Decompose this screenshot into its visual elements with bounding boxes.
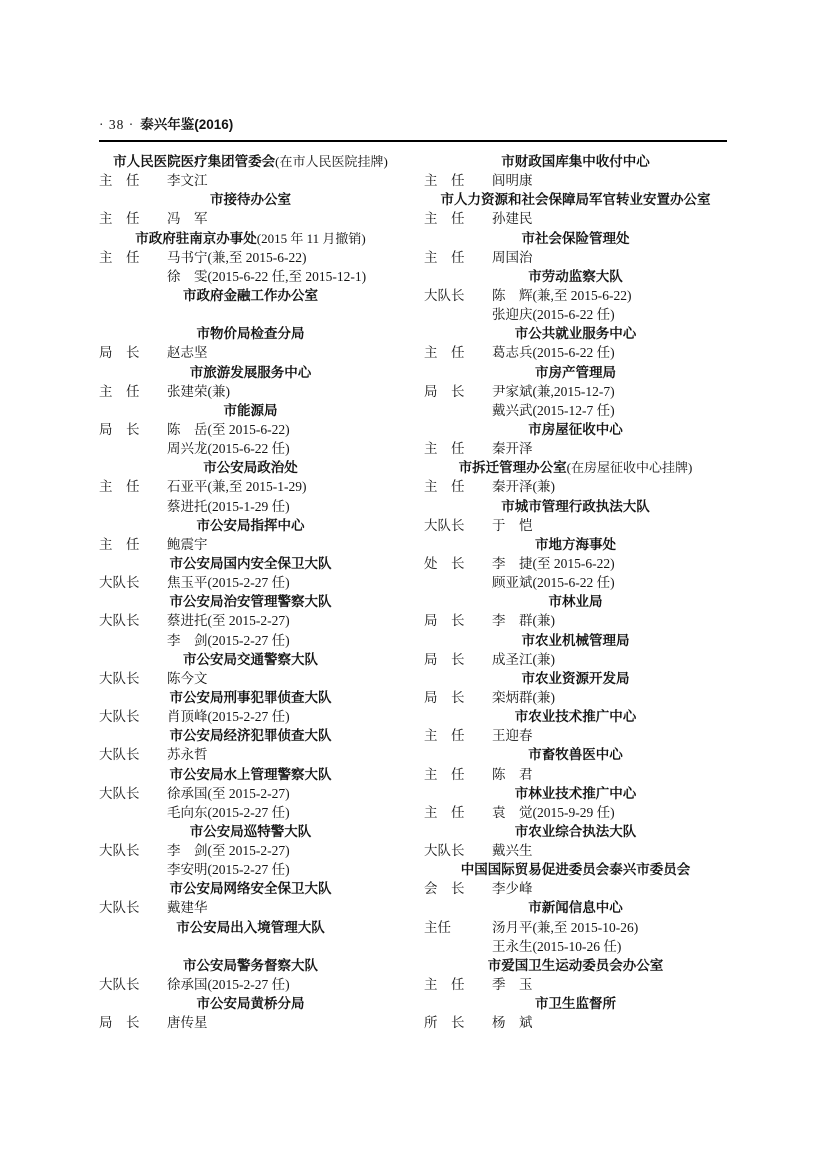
org-name: 市城市管理行政执法大队	[501, 498, 650, 514]
org-note: (2015 年 11 月撤销)	[256, 230, 366, 246]
entry-line	[424, 439, 727, 458]
person-name: 陈 岳(至 2015-6-22)	[167, 421, 290, 437]
position-label: 主 任	[424, 441, 465, 457]
position-label: 主 任	[99, 173, 140, 189]
position-label: 大队长	[99, 785, 140, 801]
org-heading	[424, 784, 727, 803]
person-name: 张迎庆(2015-6-22 任)	[492, 307, 615, 323]
position-label: 局 长	[424, 651, 465, 667]
org-name: 市劳动监察大队	[528, 268, 623, 284]
org-name: 市政府驻南京办事处	[135, 230, 257, 246]
org-heading	[99, 229, 402, 248]
org-heading	[99, 516, 402, 535]
person-name: 焦玉平(2015-2-27 任)	[167, 575, 290, 591]
org-name: 市公安局经济犯罪侦查大队	[169, 728, 332, 744]
position-label: 主 任	[424, 173, 465, 189]
entry-line	[99, 1013, 402, 1032]
person-name: 唐传星	[167, 1015, 208, 1031]
org-name: 市林业局	[548, 594, 603, 610]
person-name: 李文江	[167, 173, 208, 189]
org-heading	[424, 458, 727, 477]
continuation-line	[424, 305, 727, 324]
position-label: 局 长	[99, 345, 140, 361]
entry-line	[99, 669, 402, 688]
org-name: 市物价局检查分局	[196, 326, 305, 342]
continuation-line	[99, 631, 402, 650]
entry-line	[99, 707, 402, 726]
position-label: 局 长	[424, 689, 465, 705]
org-name: 市公安局刑事犯罪侦查大队	[169, 689, 332, 705]
person-name: 李安明(2015-2-27 任)	[167, 862, 290, 878]
org-heading	[424, 822, 727, 841]
entry-line	[424, 171, 727, 190]
org-name: 市公安局网络安全保卫大队	[169, 881, 332, 897]
header-rule	[99, 140, 727, 142]
entry-line	[424, 611, 727, 630]
org-name: 市公安局国内安全保卫大队	[169, 555, 332, 571]
org-heading	[99, 152, 402, 171]
org-name: 市旅游发展服务中心	[189, 364, 312, 380]
position-label: 局 长	[99, 421, 140, 437]
org-heading	[99, 286, 402, 305]
org-heading	[424, 229, 727, 248]
person-name: 陈今文	[167, 670, 208, 686]
person-name: 王永生(2015-10-26 任)	[492, 938, 622, 954]
continuation-line	[424, 937, 727, 956]
person-name: 李 剑(2015-2-27 任)	[167, 632, 290, 648]
position-label: 所 长	[424, 1015, 465, 1031]
org-name: 市人民医院医疗集团管委会	[113, 154, 276, 169]
person-name: 李 群(兼)	[492, 613, 555, 629]
org-name: 市公共就业服务中心	[514, 326, 637, 342]
person-name: 陈 君	[492, 766, 533, 782]
person-name: 季 玉	[492, 977, 533, 993]
person-name: 王迎春	[492, 728, 533, 744]
position-label: 主 任	[99, 479, 140, 495]
person-name: 徐 雯(2015-6-22 任,至 2015-12-1)	[167, 268, 367, 284]
person-name: 闾明康	[492, 173, 533, 189]
person-name: 李 剑(至 2015-2-27)	[167, 843, 290, 859]
entry-line	[99, 248, 402, 267]
person-name: 于 恺	[492, 517, 533, 533]
org-heading	[424, 363, 727, 382]
entry-line	[424, 975, 727, 994]
page-header	[99, 116, 233, 134]
person-name: 徐承国(至 2015-2-27)	[167, 785, 290, 801]
entry-line	[424, 477, 727, 496]
org-name: 市社会保险管理处	[521, 230, 630, 246]
position-label: 局 长	[424, 613, 465, 629]
org-name: 市公安局指挥中心	[196, 517, 305, 533]
page-number-marker: · 38 ·	[99, 117, 135, 132]
entry-line	[424, 688, 727, 707]
org-name: 市人力资源和社会保障局军官转业安置办公室	[440, 192, 711, 208]
org-name: 市公安局政治处	[203, 460, 298, 476]
org-heading	[424, 707, 727, 726]
org-heading	[99, 726, 402, 745]
person-name: 周国治	[492, 249, 533, 265]
org-heading	[424, 420, 727, 439]
person-name: 冯 军	[167, 211, 208, 227]
org-heading	[99, 650, 402, 669]
person-name: 葛志兵(2015-6-22 任)	[492, 345, 615, 361]
position-label: 大队长	[99, 900, 140, 916]
entry-line	[99, 343, 402, 362]
org-heading	[99, 324, 402, 343]
person-name: 尹家斌(兼,2015-12-7)	[492, 383, 615, 399]
position-label: 大队长	[424, 843, 465, 859]
position-label: 大队长	[99, 977, 140, 993]
org-name: 市爱国卫生运动委员会办公室	[487, 957, 664, 973]
org-name: 市畜牧兽医中心	[528, 747, 623, 763]
entry-line	[424, 803, 727, 822]
org-heading	[99, 918, 402, 937]
entry-line	[424, 382, 727, 401]
org-heading	[424, 669, 727, 688]
org-note: (在市人民医院挂牌)	[275, 154, 388, 169]
position-label: 处 长	[424, 555, 465, 571]
position-label: 局 长	[424, 383, 465, 399]
org-name: 市能源局	[223, 402, 278, 418]
position-label: 主 任	[424, 977, 465, 993]
continuation-line	[99, 267, 402, 286]
person-name: 戴兴武(2015-12-7 任)	[492, 402, 615, 418]
org-note: (在房屋征收中心挂牌)	[566, 460, 693, 476]
org-name: 市农业机械管理局	[521, 632, 630, 648]
person-name: 周兴龙(2015-6-22 任)	[167, 441, 290, 457]
person-name: 蔡进托(至 2015-2-27)	[167, 613, 290, 629]
org-name: 市地方海事处	[535, 536, 616, 552]
org-heading	[424, 190, 727, 209]
org-heading	[99, 401, 402, 420]
org-heading	[99, 554, 402, 573]
org-heading	[424, 994, 727, 1013]
org-heading	[424, 860, 727, 879]
org-name: 市接待办公室	[210, 192, 291, 208]
entry-line	[99, 898, 402, 917]
position-label: 大队长	[99, 709, 140, 725]
org-name: 市房产管理局	[535, 364, 616, 380]
entry-line	[99, 420, 402, 439]
position-label: 主 任	[99, 383, 140, 399]
person-name: 李少峰	[492, 881, 533, 897]
entry-line	[99, 477, 402, 496]
continuation-line	[99, 803, 402, 822]
org-heading	[99, 822, 402, 841]
org-name: 市卫生监督所	[535, 996, 616, 1012]
position-label: 主 任	[424, 766, 465, 782]
org-heading	[99, 956, 402, 975]
entry-line	[424, 248, 727, 267]
entry-line	[424, 650, 727, 669]
person-name: 顾亚斌(2015-6-22 任)	[492, 575, 615, 591]
org-heading	[99, 363, 402, 382]
org-heading	[424, 592, 727, 611]
org-name: 市农业综合执法大队	[514, 823, 637, 839]
org-heading	[99, 458, 402, 477]
org-name: 市财政国库集中收付中心	[501, 154, 650, 169]
entry-line	[99, 841, 402, 860]
person-name: 毛向东(2015-2-27 任)	[167, 804, 290, 820]
blank-line	[99, 305, 402, 324]
position-label: 大队长	[424, 287, 465, 303]
position-label: 大队长	[99, 613, 140, 629]
entry-line	[424, 554, 727, 573]
entry-line	[424, 918, 727, 937]
person-name: 戴兴生	[492, 843, 533, 859]
person-name: 戴建华	[167, 900, 208, 916]
person-name: 石亚平(兼,至 2015-1-29)	[167, 479, 307, 495]
entry-line	[99, 535, 402, 554]
person-name: 袁 觉(2015-9-29 任)	[492, 804, 615, 820]
org-heading	[99, 994, 402, 1013]
org-name: 市公安局出入境管理大队	[176, 919, 325, 935]
position-label: 主 任	[424, 804, 465, 820]
org-heading	[424, 535, 727, 554]
person-name: 栾炳群(兼)	[492, 689, 555, 705]
entry-line	[424, 286, 727, 305]
position-label: 主 任	[99, 536, 140, 552]
position-label: 大队长	[424, 517, 465, 533]
person-name: 秦开泽(兼)	[492, 479, 555, 495]
org-name: 市公安局治安管理警察大队	[169, 594, 332, 610]
person-name: 肖顶峰(2015-2-27 任)	[167, 709, 290, 725]
org-name: 市公安局交通警察大队	[183, 651, 318, 667]
continuation-line	[424, 401, 727, 420]
person-name: 徐承国(2015-2-27 任)	[167, 977, 290, 993]
position-label: 大队长	[99, 747, 140, 763]
org-heading	[99, 879, 402, 898]
entry-line	[424, 879, 727, 898]
position-label: 大队长	[99, 575, 140, 591]
position-label: 主 任	[99, 211, 140, 227]
person-name: 孙建民	[492, 211, 533, 227]
person-name: 成圣江(兼)	[492, 651, 555, 667]
entry-line	[99, 382, 402, 401]
entry-line	[424, 343, 727, 362]
org-heading	[424, 745, 727, 764]
position-label: 主任	[424, 919, 451, 935]
org-heading	[99, 190, 402, 209]
org-name: 中国国际贸易促进委员会泰兴市委员会	[460, 862, 691, 878]
entry-line	[424, 516, 727, 535]
person-name: 苏永哲	[167, 747, 208, 763]
org-name: 市公安局水上管理警察大队	[169, 766, 332, 782]
position-label: 大队长	[99, 843, 140, 859]
person-name: 杨 斌	[492, 1015, 533, 1031]
entry-line	[99, 209, 402, 228]
column-left	[99, 152, 402, 1032]
entry-line	[424, 1013, 727, 1032]
continuation-line	[99, 439, 402, 458]
org-name: 市公安局巡特警大队	[189, 823, 312, 839]
org-heading	[424, 267, 727, 286]
entry-line	[99, 611, 402, 630]
column-right	[424, 152, 727, 1032]
person-name: 汤月平(兼,至 2015-10-26)	[492, 919, 639, 935]
position-label: 主 任	[99, 249, 140, 265]
position-label: 大队长	[99, 670, 140, 686]
org-heading	[99, 765, 402, 784]
position-label: 主 任	[424, 728, 465, 744]
org-heading	[424, 152, 727, 171]
person-name: 鲍震宇	[167, 536, 208, 552]
org-name: 市房屋征收中心	[528, 421, 623, 437]
org-name: 市林业技术推广中心	[514, 785, 637, 801]
entry-line	[99, 745, 402, 764]
entry-line	[424, 726, 727, 745]
person-name: 蔡进托(2015-1-29 任)	[167, 498, 290, 514]
entry-line	[99, 573, 402, 592]
org-name: 市拆迁管理办公室	[458, 460, 567, 476]
entry-line	[424, 209, 727, 228]
org-heading	[424, 956, 727, 975]
org-heading	[99, 592, 402, 611]
continuation-line	[99, 860, 402, 879]
book-title: 泰兴年鉴(2016)	[140, 117, 234, 132]
org-heading	[424, 324, 727, 343]
entry-line	[99, 784, 402, 803]
org-heading	[99, 688, 402, 707]
org-name: 市农业技术推广中心	[514, 709, 637, 725]
blank-line	[99, 937, 402, 956]
org-name: 市公安局警务督察大队	[183, 957, 318, 973]
entry-line	[99, 171, 402, 190]
org-name: 市新闻信息中心	[528, 900, 623, 916]
org-name: 市政府金融工作办公室	[183, 287, 318, 303]
org-heading	[424, 631, 727, 650]
position-label: 主 任	[424, 479, 465, 495]
org-heading	[424, 898, 727, 917]
position-label: 主 任	[424, 211, 465, 227]
content-columns	[99, 152, 727, 1032]
entry-line	[424, 765, 727, 784]
person-name: 赵志坚	[167, 345, 208, 361]
position-label: 主 任	[424, 249, 465, 265]
person-name: 陈 辉(兼,至 2015-6-22)	[492, 287, 632, 303]
entry-line	[99, 975, 402, 994]
org-name: 市农业资源开发局	[521, 670, 630, 686]
entry-line	[424, 841, 727, 860]
continuation-line	[99, 497, 402, 516]
position-label: 局 长	[99, 1015, 140, 1031]
person-name: 秦开泽	[492, 441, 533, 457]
position-label: 会 长	[424, 881, 465, 897]
person-name: 张建荣(兼)	[167, 383, 230, 399]
continuation-line	[424, 573, 727, 592]
person-name: 马书宁(兼,至 2015-6-22)	[167, 249, 307, 265]
org-name: 市公安局黄桥分局	[196, 996, 305, 1012]
org-heading	[424, 497, 727, 516]
person-name: 李 捷(至 2015-6-22)	[492, 555, 615, 571]
position-label: 主 任	[424, 345, 465, 361]
